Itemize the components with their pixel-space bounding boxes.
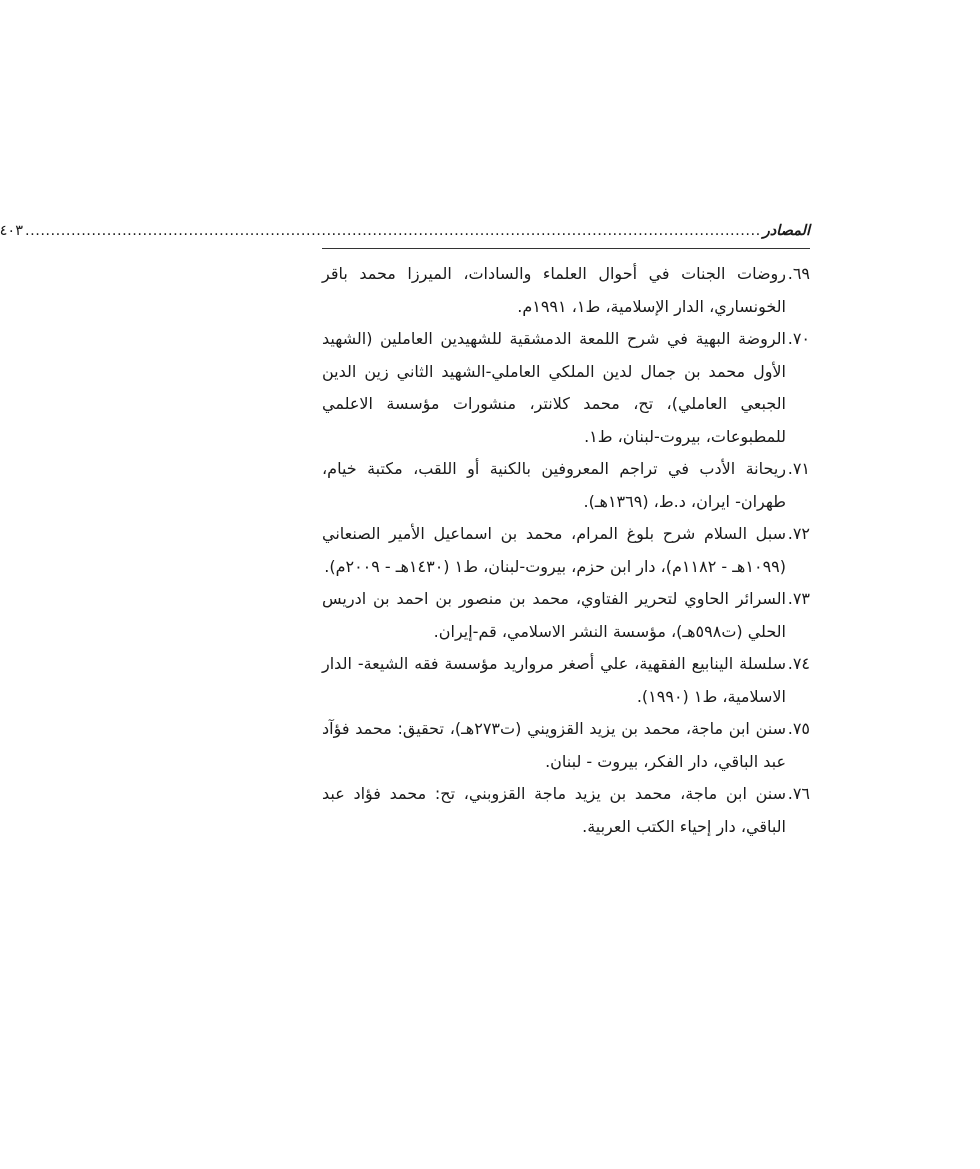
entry-number: ٧٦. <box>787 784 810 803</box>
entry-number: ٧٥. <box>787 719 810 738</box>
entry-text: روضات الجنات في أحوال العلماء والسادات، الميرزا محمد باقر الخونساري، الدار الإسلامية، ط١، ١٩٩١م. <box>322 264 786 316</box>
bibliography-entry <box>322 713 810 778</box>
bibliography-entry <box>322 323 810 453</box>
entry-text: ريحانة الأدب في تراجم المعروفين بالكنية أو اللقب، مكتبة خيام، طهران- ايران، د.ط، (١٣٦٩هـ). <box>322 459 786 511</box>
chapter-title: المصادر <box>762 223 810 239</box>
running-header <box>0 220 810 242</box>
bibliography-entry <box>322 778 810 843</box>
entry-text: سبل السلام شرح بلوغ المرام، محمد بن اسماعيل الأمير الصنعاني (١٠٩٩هـ - ١١٨٢م)، دار ابن حزم، بيروت-لبنان، ط١ (١٤٣٠هـ - ٢٠٠٩م). <box>322 524 786 576</box>
leader-dots: ................................................................................................................................................ <box>25 223 761 239</box>
bibliography-entry <box>322 258 810 323</box>
entry-number: ٧١. <box>787 459 810 478</box>
entry-number: ٧٠. <box>787 329 810 348</box>
bibliography-entry <box>322 583 810 648</box>
header-rule <box>322 248 810 249</box>
bibliography-entry <box>322 453 810 518</box>
entry-text: سنن ابن ماجة، محمد بن يزيد القزويني (ت٢٧٣هـ)، تحقيق: محمد فؤآد عبد الباقي، دار الفكر، بيروت - لبنان. <box>322 719 786 771</box>
entry-number: ٦٩. <box>787 264 810 283</box>
bibliography-entry <box>322 648 810 713</box>
bibliography-entry <box>322 518 810 583</box>
entry-text: سلسلة الينابيع الفقهية، علي أصغر مرواريد مؤسسة فقه الشيعة- الدار الاسلامية، ط١ (١٩٩٠). <box>322 654 786 706</box>
bibliography-list <box>322 258 810 843</box>
entry-text: سنن ابن ماجة، محمد بن يزيد ماجة القزوبني، تح: محمد فؤاد عبد الباقي، دار إحياء الكتب العربية. <box>322 784 786 836</box>
entry-text: السرائر الحاوي لتحرير الفتاوي، محمد بن منصور بن احمد بن ادريس الحلي (ت٥٩٨هـ)، مؤسسة النشر الاسلامي، قم-إيران. <box>322 589 786 641</box>
book-page <box>0 220 810 843</box>
entry-number: ٧٣. <box>787 589 810 608</box>
entry-number: ٧٤. <box>787 654 810 673</box>
entry-text: الروضة البهية في شرح اللمعة الدمشقية للشهيدين العاملين (الشهيد الأول محمد بن جمال لدين الملكي العاملي-الشهيد الثاني زين الدين الجبعي العاملي)، تح، محمد كلانتر، منشورات مؤسسة الاعلمي للمطبوعات، بيروت-لبنان، ط١. <box>322 329 786 446</box>
entry-number: ٧٢. <box>787 524 810 543</box>
page-number: ٤٠٣ <box>0 223 23 239</box>
